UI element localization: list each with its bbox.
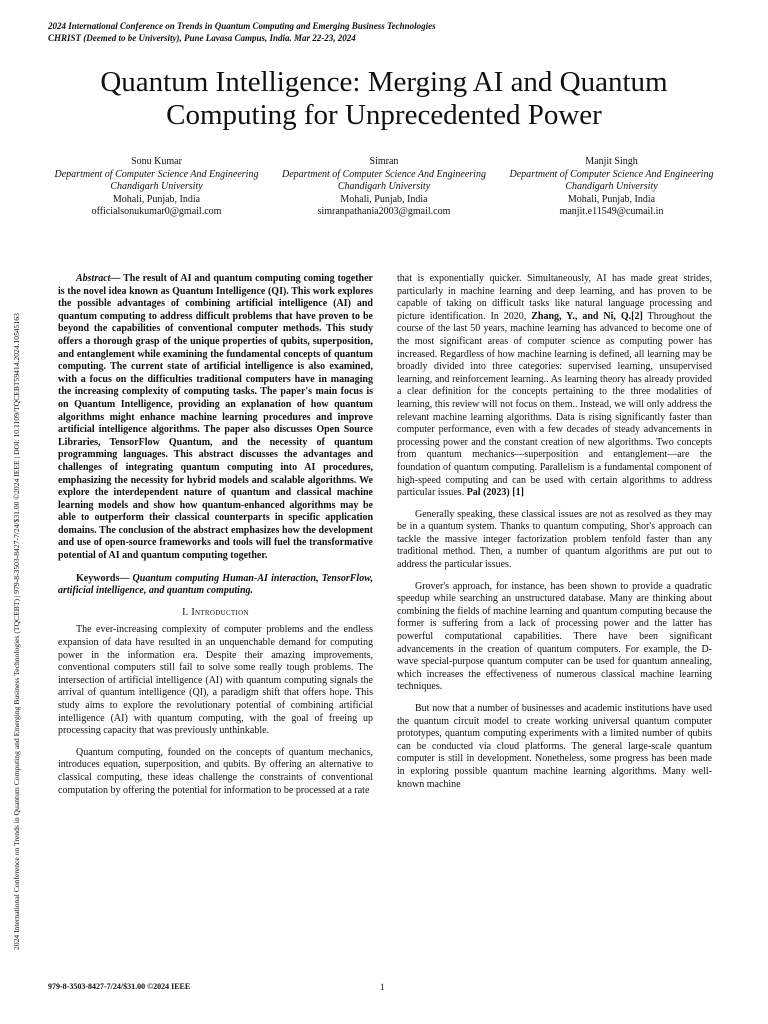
abstract (58, 273, 373, 563)
author-university: Chandigarh University (337, 181, 431, 192)
author-block (54, 156, 714, 219)
paragraph-text: that is exponentially quicker. Simultaneously, AI has made great strides, particularly in machine learning and deep learning, and has proven to be capable of taking on difficult tasks like natural language processing and picture identification. In 2020, (397, 273, 712, 322)
author-location: Mohali, Punjab, India (112, 193, 201, 205)
author-email[interactable]: simranpathania2003@gmail.com (317, 206, 451, 217)
author-email[interactable]: officialsonukumar0@gmail.com (91, 206, 222, 217)
paragraph-text: Throughout the course of the last 50 years, machine learning has advanced to become one of the most significant areas of computer science as computing power has increased. Regardless of how machine learning is defined, all learning may be broadly divided into three categories: supervised learning, unsupervised learning, and reinforcement learning.. As learning theory has already provided a clear definition for the concepts pertaining to the three modalities of learning, this review will not focus on them.. Instead, we will only address the relevant machine learning algorithms. Data is rising significantly faster than computer performance, even with a few decades of steady advancements in processing power and the constant creation of new algorithms. Two concepts from quantum mechanics—superposition and entanglement—are the foundation of quantum computing. Parallelism is a fundamental component of high-speed computing and can be used with certain algorithms to address particular issues. (397, 310, 712, 499)
right-paragraph-2: Generally speaking, these classical issues are not as resolved as they may be in a quantum system. Thanks to quantum computing, Shor's approach can tackle the massive integer factorization problem tenfold faster than any traditional method. Then, a number of quantum algorithms are put out to address the particular issues. (397, 508, 712, 571)
keywords-label: Keywords— (76, 572, 130, 584)
right-paragraph-3: Grover's approach, for instance, has been shown to provide a quadratic speedup while searching an unstructured database. Many are thinking about combining the fields of machine learning and quantum computing because the former is suffering from a lack of processing power and the latter has powerful computational capabilities. There have been significant advancements in the creation of quantum computers. For example, the D-wave special-purpose quantum computer can be used for quantum annealing, which increases the effectiveness of numerous classical machine learning techniques. (397, 580, 712, 693)
author-1 (54, 156, 259, 219)
keywords (58, 573, 373, 598)
citation-zhang-ni[interactable]: Zhang, Y., and Ni, Q.[2] (531, 310, 643, 322)
author-department: Department of Computer Science And Engineering (54, 168, 259, 180)
keywords-text: Quantum computing Human-AI interaction, TensorFlow, artificial intelligence, and quantum computing. (58, 572, 373, 597)
right-paragraph-4: But now that a number of businesses and academic institutions have used the quantum circuit model to create working universal quantum computer prototypes, quantum computing experiments with a limited number of qubits can be conducted via cloud platforms. The general large-scale quantum computer is still in development. Nonetheless, some progress has been made in exploring possible quantum machine learning algorithms. Many well-known machine (397, 703, 712, 790)
author-university: Chandigarh University (110, 181, 203, 192)
author-3 (509, 156, 714, 219)
conference-line-2: CHRIST (Deemed to be University), Pune Lavasa Campus, India. Mar 22-23, 2024 (48, 33, 356, 43)
left-column (58, 273, 373, 797)
author-location: Mohali, Punjab, India (340, 193, 428, 205)
author-name: Sonu Kumar (131, 156, 182, 167)
citation-pal[interactable]: Pal (2023) [1] (466, 487, 524, 499)
page-number: 1 (380, 982, 385, 992)
footer-isbn: 979-8-3503-8427-7/24/$31.00 ©2024 IEEE (48, 982, 191, 991)
doi-sidebar (4, 100, 20, 950)
author-department: Department of Computer Science And Engineering (509, 168, 714, 180)
author-email[interactable]: manjit.e11549@cumail.in (559, 206, 664, 217)
intro-paragraph-2: Quantum computing, founded on the concepts of quantum mechanics, introduces equation, superposition, and qubits. By offering an alternative to classical computing, these ideas challenge the constraints of conventional computation by offering the potential for information to be processed at a rate (58, 746, 373, 796)
author-name: Manjit Singh (585, 156, 638, 167)
right-paragraph-1 (397, 273, 712, 500)
doi-sidebar-text: 2024 International Conference on Trends in Quantum Computing and Emerging Business Technologies (TQCEBT) | 979-8-3503-8427-7/24/$31.00 ©2024 IEEE | DOI: 10.1109/TQCEBT59414.2024.10545163 (12, 313, 21, 950)
abstract-label: Abstract— (76, 273, 121, 284)
author-university: Chandigarh University (565, 181, 658, 192)
author-name: Simran (369, 156, 399, 167)
conference-line-1: 2024 International Conference on Trends in Quantum Computing and Emerging Business Technologies (48, 21, 436, 31)
paper-title: Quantum Intelligence: Merging AI and Quantum Computing for Unprecedented Power (100, 66, 668, 131)
abstract-text: The result of AI and quantum computing coming together is the novel idea known as Quantum Intelligence (QI). This work explores the possible advantages of combining artificial intelligence (AI) and quantum computing to address difficult problems that have proven to be beyond the capabilities of conventional computer methods. This study offers a thorough grasp of the unique properties of qubits, superposition, and entanglement while examining the fundamental concepts of quantum computing. The current state of artificial intelligence is also examined, with a focus on the difficulties traditional computers have in managing the increasing complexity of computing tasks. The paper's main focus is on Quantum Intelligence, providing an explanation of how quantum algorithms might enhance machine learning procedures and improve artificial intelligence algorithms. The paper also discusses Open Source Libraries, TensorFlow Quantum, and the necessity of quantum programming languages. This abstract discusses the advantages and challenges of integrating quantum computing into AI procedures, emphasizing the necessity for hybrid models and scalable algorithms. We explore the interdependent nature of quantum and classical machine learning models and show how quantum-enhanced algorithms may be able to outperform their classical counterparts in specific application domains. The conclusion of the abstract emphasizes how the development and use of open-source frameworks and tools will fuel the transformative potential of AI and quantum computing together. (58, 273, 373, 562)
intro-paragraph-1: The ever-increasing complexity of computer problems and the endless expansion of data have resulted in an unquenchable demand for computing power in the information era. Despite their amazing improvements, conventional computers still fail to solve some really tough problems. The intersection of artificial intelligence (AI) with quantum computing signals the arrival of quantum intelligence (QI), a paradigm shift that offers hope. This study aims to explore the revolutionary potential of combining artificial intelligence (AI) with quantum computing, with the goal of freeing up processing capacity that was previously unthinkable. (58, 624, 373, 737)
author-department: Department of Computer Science And Engineering (282, 168, 486, 180)
section-heading-introduction: I. Introduction (182, 606, 249, 618)
right-column (397, 273, 712, 791)
conference-header (48, 20, 436, 44)
author-2 (282, 156, 487, 219)
author-location: Mohali, Punjab, India (567, 193, 656, 205)
